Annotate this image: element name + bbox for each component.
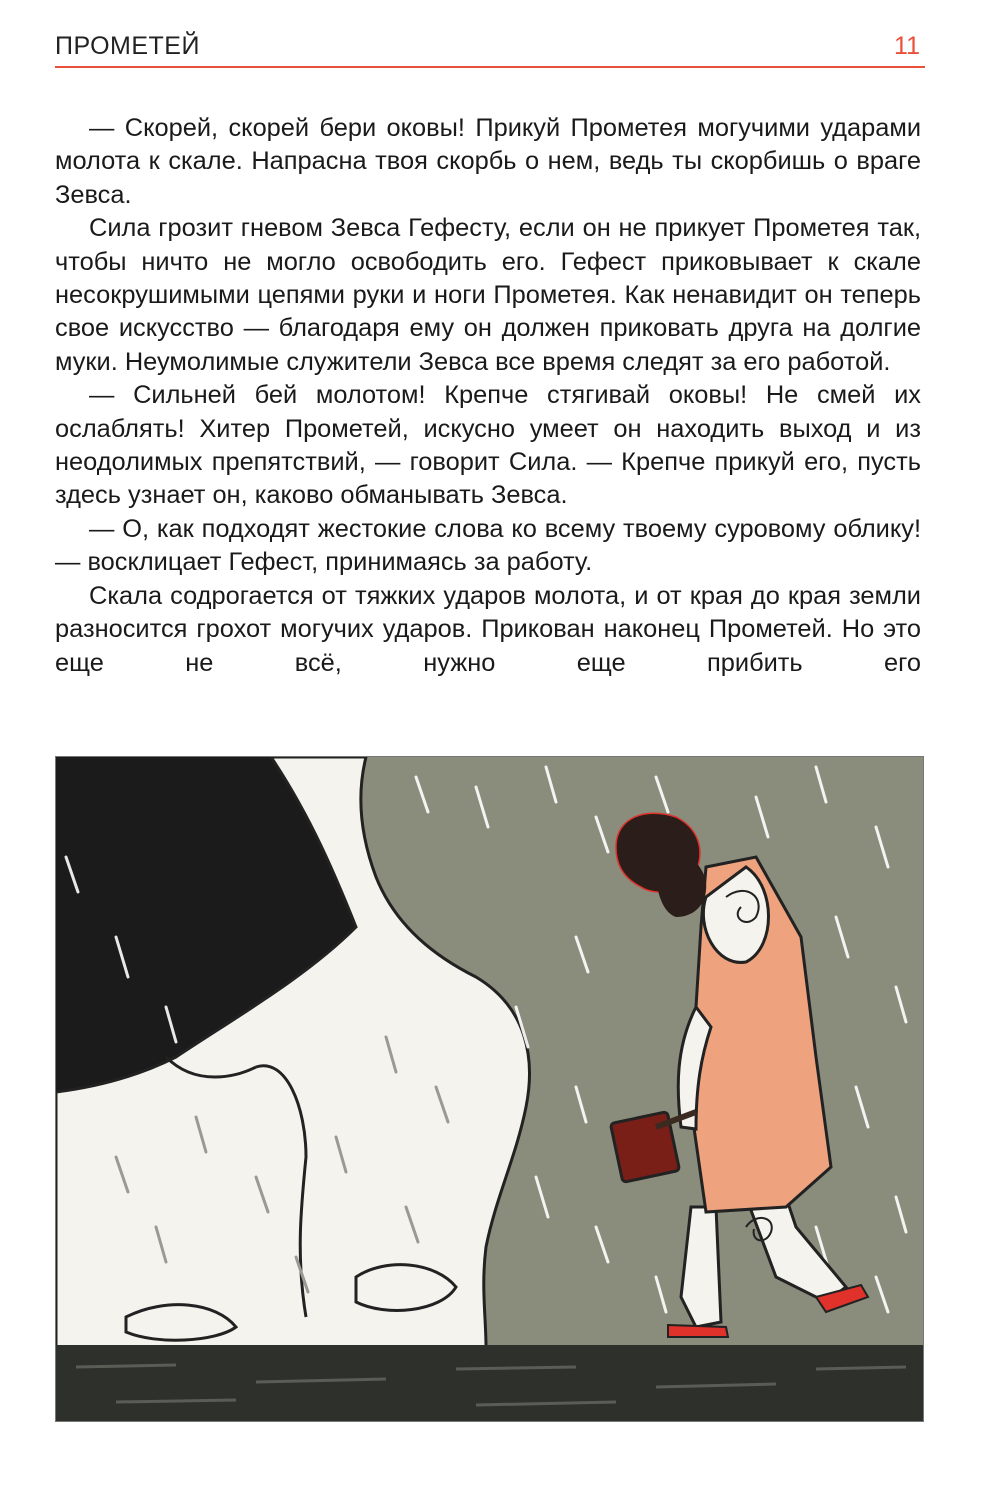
illustration-hephaestus-in-rain [55, 756, 924, 1422]
sandal-left [668, 1325, 728, 1337]
paragraph: — Скорей, скорей бери оковы! Прикуй Прометея могучими ударами молота к скале. Напрасна твоя скорбь о нем, ведь ты скорбишь о враге Зевса. [55, 114, 921, 209]
body-text [55, 112, 921, 680]
paragraph: Сила грозит гневом Зевса Гефесту, если он не прикует Прометея так, чтобы ничто не могло освободить его. Гефест приковывает к скале несокрушимыми цепями руки и ноги Прометея. Как ненавидит он теперь свое искусство — благодаря ему он должен приковать друга на долгие муки. Неумолимые служители Зевса все время следят за его работой. [55, 214, 921, 376]
paragraph: — Сильней бей молотом! Крепче стягивай оковы! Не смей их ослаблять! Хитер Прометей, искусно умеет он находить выход и из неодолимых препятствий, — говорит Сила. — Крепче прикуй его, пусть здесь узнает он, каково обманывать Зевса. [55, 381, 921, 510]
chapter-title: ПРОМЕТЕЙ [55, 32, 200, 60]
paragraph: Скала содрогается от тяжких ударов молота, и от края до края земли разносится грохот могучих ударов. Прикован наконец Прометей. Но это еще не всё, нужно еще прибить его [55, 581, 921, 677]
page-number: 11 [894, 32, 920, 60]
page-header [55, 30, 925, 68]
ground [56, 1345, 923, 1421]
paragraph: — О, как подходят жестокие слова ко всему твоему суровому облику! — восклицает Гефест, принимаясь за работу. [55, 514, 921, 577]
